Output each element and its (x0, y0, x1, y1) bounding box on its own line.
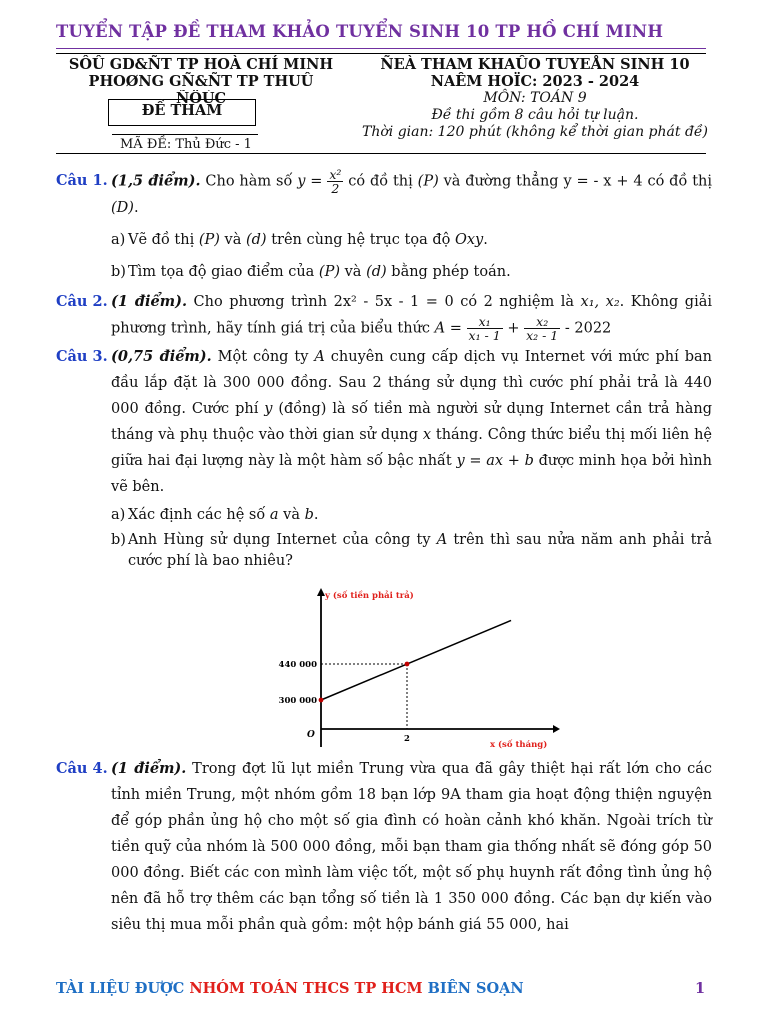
question-1: Câu 1. (1,5 điểm). Cho hàm số y = $\frac{\text{x²}}{2}$ có đồ thị (P) và đường thẳng y = - x + 4 có đồ thị (D). (56, 167, 713, 216)
exam-code: MÃ ĐỀ: Thủ Đức - 1 (120, 137, 252, 152)
document-top-title: TUYỂN TẬP ĐỀ THAM KHẢO TUYỂN SINH 10 TP HỒ CHÍ MINH (56, 22, 664, 41)
y-axis-arrow (317, 588, 325, 596)
fraction: $\frac{\text{x₁}}{\text{x₁ - 1}}$ (468, 314, 501, 343)
fraction: $\frac{\text{x²}}{2}$ (329, 167, 342, 196)
exam-content (56, 168, 712, 572)
question-3b: b) Anh Hùng sử dụng Internet của công ty A trên thì sau nửa năm anh phải trả cước phí là bao nhiêu? (111, 532, 712, 569)
question-label: Câu 3. (56, 348, 108, 365)
y-tick-label: 300 000 (278, 696, 317, 706)
question-2: Câu 2. (1 điểm). Cho phương trình 2x² - 5x - 1 = 0 có 2 nghiệm là x₁, x₂. Không giải phương trình, hãy tính giá trị của biểu thức A = $\frac{\text{x₁}}{\text{x₁ - 1}}$ + $\frac{\text{x₂}}{\text{x₂ - 1}}$ - 2022 (56, 289, 712, 342)
question-3a: a) Xác định các hệ số a và b. (111, 507, 319, 523)
page-number: 1 (695, 980, 706, 997)
question-4: Câu 4. (1 điểm). Trong đợt lũ lụt miền Trung vừa qua đã gây thiệt hại rất lớn cho các tỉnh miền Trung, một nhóm gồm 18 bạn lớp 9A tham gia hoạt động thiện nguyện để góp phần ủng hộ cho một số gia đình có hoàn cảnh khó khăn. Ngoài trích từ tiền quỹ của nhóm là 500 000 đồng, mỗi bạn tham gia thống nhất sẽ đóng góp 50 000 đồng. Biết các con mình làm việc tốt, một số phụ huynh rất đồng tình ủng hộ nên đã hỗ trợ thêm các bạn tổng số tiền là 1 350 000 đồng. Các bạn dự kiến vào siêu thị mua mỗi phần quà gồm: một hộp bánh giá 55 000, hai (56, 756, 712, 938)
y-tick-label: 440 000 (278, 660, 317, 670)
question-3: Câu 3. (0,75 điểm). Một công ty A chuyên cung cấp dịch vụ Internet với mức phí ban đầu lắp đặt là 300 000 đồng. Sau 2 tháng sử dụng thì cước phí phải trả là 440 000 đồng. Cước phí y (đồng) là số tiền mà người sử dụng Internet cần trả hàng tháng và phụ thuộc vào thời gian sử dụng x tháng. Công thức biểu thị mối liên hệ giữa hai đại lượng này là một hàm số bậc nhất y = ax + b được minh họa bởi hình vẽ bên. (56, 344, 712, 500)
question-label: Câu 4. (56, 760, 108, 777)
x-axis-label: x (số tháng) (490, 740, 548, 750)
data-point (319, 698, 324, 703)
header-divider (56, 53, 706, 54)
data-line (321, 620, 511, 700)
fraction: $\frac{\text{x₂}}{\text{x₂ - 1}}$ (526, 314, 559, 343)
header-divider (56, 48, 706, 49)
origin-label: O (307, 730, 315, 740)
footer-credit: TÀI LIỆU ĐƯỢC NHÓM TOÁN THCS TP HCM BIÊN SOẠN (56, 980, 524, 997)
exam-content-continued (56, 756, 712, 938)
x-axis-arrow (553, 725, 560, 733)
exam-info-header: ÑEÀ THAM KHAÛO TUYEÅN SINH 10 NAÊM HOÏC: 2023 - 2024 MÔN: TOÁN 9 Đề thi gồm 8 câu hỏi tự luận. Thời gian: 120 phút (không kể thời gian phát đề) (362, 56, 708, 140)
department-header: SÔÛ GD&ÑT TP HOÀ CHÍ MINH PHOØNG GÑ&ÑT TP THUÛ ÑÖÙC (68, 56, 334, 104)
exam-type-box: ĐỀ THAM (108, 99, 256, 126)
x-tick-label: 2 (404, 734, 410, 744)
question-1a: a) Vẽ đồ thị (P) và (d) trên cùng hệ trục tọa độ Oxy. (111, 232, 488, 248)
question-label: Câu 2. (56, 293, 108, 310)
header-divider (112, 134, 258, 135)
question-1b: b) Tìm tọa độ giao điểm của (P) và (d) bằng phép toán. (111, 264, 511, 280)
data-point (405, 662, 410, 667)
header-divider (56, 153, 706, 154)
cost-line-chart (270, 584, 560, 754)
y-axis-label: y (số tiền phải trả) (325, 591, 414, 601)
question-label: Câu 1. (56, 172, 108, 189)
